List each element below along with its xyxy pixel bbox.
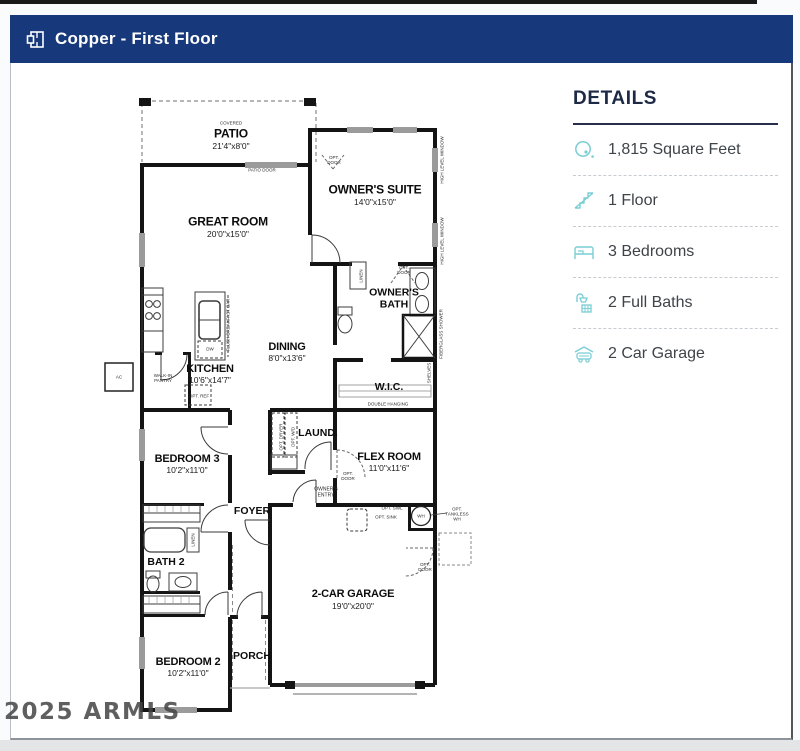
detail-label: 2 Full Baths [608,294,693,311]
details-panel [573,88,778,379]
detail-label: 3 Bedrooms [608,243,695,260]
bed-icon [573,241,595,263]
label-window-2: HIGH LEVEL WINDOW [439,217,445,265]
label-owners-entry: OWNER'S ENTRY [314,486,338,498]
detail-label: 1,815 Square Feet [608,141,741,158]
label-kitchen: KITCHEN [186,362,234,375]
label-opt-door-suite: OPT. DOOR [327,154,341,165]
label-opt-sink: OPT. SINK [375,514,397,520]
label-walk-in-pantry: WALK-IN PANTRY [153,372,173,383]
top-strip [0,0,757,4]
page-title: Copper - First Floor [55,29,218,48]
area-icon [573,139,595,161]
label-opt-door-garage: OPT. DOOR [418,561,432,572]
detail-row-garage [573,329,778,379]
label-laundry: LAUND. [298,427,338,440]
floorplan-header [10,15,793,63]
detail-row-bedrooms [573,227,778,278]
label-bedroom2: BEDROOM 2 [155,655,221,668]
windows [139,127,438,713]
label-dining-dims: 8'0"x13'6" [268,353,306,364]
label-wh: WH [417,513,425,519]
bath-icon [573,292,595,314]
label-window-1: HIGH LEVEL WINDOW [439,136,445,184]
label-shelves: SHELVES [426,362,432,384]
label-bedroom3-dims: 10'2"x11'0" [166,465,208,476]
armls-watermark: 2025 ARMLS [4,699,181,725]
label-dining: DINING [268,340,306,353]
label-patio: PATIO [214,126,248,141]
label-double-hanging: DOUBLE HANGING [367,401,409,407]
details-heading: DETAILS [573,88,658,109]
label-opt-door-flex: OPT. DOOR [341,470,355,481]
label-foyer: FOYER [233,505,271,518]
detail-label: 2 Car Garage [608,345,705,362]
bath-fixtures [338,262,435,397]
label-bath2: BATH 2 [147,556,185,569]
label-porch: PORCH [233,650,271,663]
label-flush-breakfast-bar: FLUSH BREAKFAST BAR [225,298,231,352]
door-arcs [161,235,340,617]
label-opt-door-bath: OPT. DOOR [397,264,411,275]
label-opt-wd: OPT. W/D [290,427,296,447]
label-flex-room-dims: 11'0"x11'6" [368,463,410,474]
label-dw: DW [206,346,214,352]
label-garage: 2-CAR GARAGE [311,587,395,600]
detail-row-baths [573,278,778,329]
detail-row-square-feet [573,125,778,176]
label-opt-tankless-wh: OPT. TANKLESS WH [445,506,469,522]
detail-row-floors [573,176,778,227]
label-owners-suite: OWNER'S SUITE [328,182,422,197]
label-great-room: GREAT ROOM [188,214,268,229]
label-bedroom3: BEDROOM 3 [154,452,220,465]
label-owners-suite-dims: 14'0"x15'0" [354,197,396,208]
label-garage-dims: 19'0"x20'0" [332,601,374,612]
label-opt-dryer: OPT. DRYER [278,423,284,451]
label-opt-ref: OPT. REF [188,393,210,399]
label-ac: AC [115,374,123,380]
floorplan-icon [26,30,45,49]
label-patio-dims: 21'4"x8'0" [212,141,250,152]
label-flex-room: FLEX ROOM [357,450,421,463]
label-patio-door: PATIO DOOR [248,167,276,173]
label-linen-2: LINEN [190,533,196,547]
label-bedroom2-dims: 10'2"x11'0" [167,668,209,679]
patio-posts [139,98,316,106]
label-opt-swl: OPT. SWL [381,505,403,511]
floors-icon [573,190,595,212]
car-icon [573,343,595,365]
label-kitchen-dims: 10'6"x14'7" [189,375,231,386]
detail-label: 1 Floor [608,192,658,209]
label-wic: W.I.C. [374,381,404,394]
bottom-strip [0,740,800,751]
label-great-room-dims: 20'0"x15'0" [207,229,249,240]
label-covered: COVERED [219,120,243,126]
label-linen: LINEN [358,269,364,283]
walls [140,128,437,712]
label-owners-bath: OWNER'S BATH [369,286,419,310]
label-fiberglass-shower: FIBERGLASS SHOWER [438,309,444,359]
